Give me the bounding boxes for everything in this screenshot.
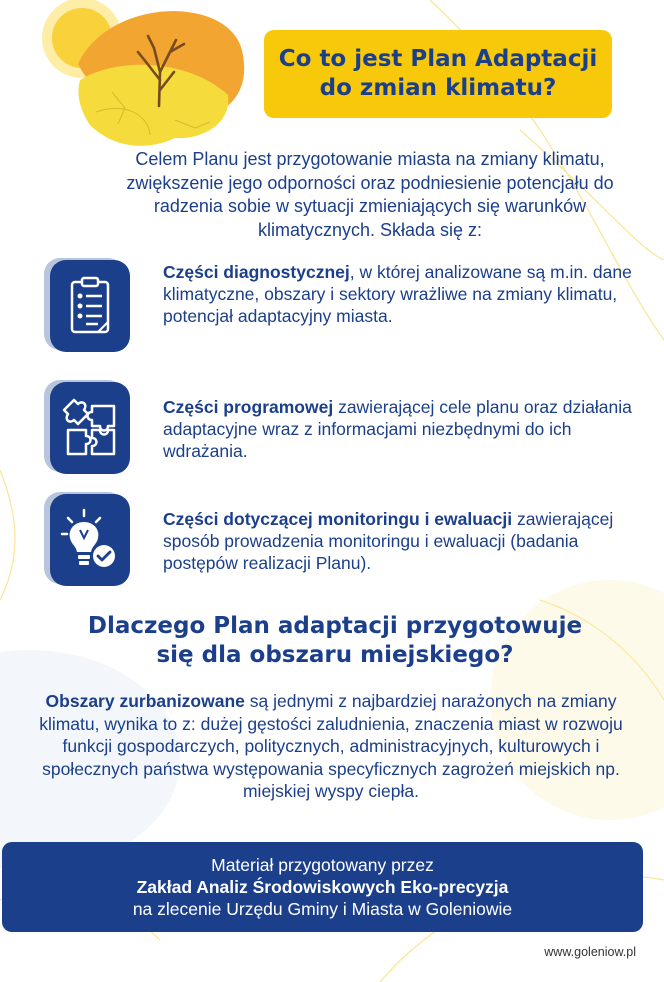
list-item-bold: Części programowej <box>163 397 334 417</box>
footer-banner <box>2 842 643 932</box>
intro-text: Celem Planu jest przygotowanie miasta na zmiany klimatu, zwiększenie jego odporności oraz podniesienie potencjału do radzenia sobie w sytuacji zmieniających się warunków klimatycznych. Składa się z: <box>126 149 614 240</box>
list-item-bold: Części dotyczącej monitoringu i ewaluacji <box>163 509 513 529</box>
icon-tile <box>44 380 132 476</box>
list-item-text <box>163 261 633 327</box>
section-paragraph-bold: Obszary zurbanizowane <box>45 691 245 711</box>
section-heading-line2: się dla obszaru miejskiego? <box>156 642 514 668</box>
page-title <box>279 45 597 103</box>
title-banner <box>264 30 612 118</box>
list-item-rest: , w której analizowane są m.in. dane klimatyczne, obszary i sektory wrażliwe na zmiany klimatu, potencjał adaptacyjny miasta. <box>163 262 632 326</box>
footer-line3: na zlecenie Urzędu Gminy i Miasta w Goleniowie <box>132 899 513 919</box>
drought-illustration <box>42 0 244 146</box>
puzzle-icon <box>58 396 122 460</box>
section-paragraph <box>18 690 644 803</box>
list-item-rest: zawierającej cele planu oraz działania adaptacyjne wraz z informacjami niezbędnymi do ich wdrażania. <box>163 397 632 461</box>
clipboard-icon <box>65 276 115 336</box>
list-item-rest: zawierającej sposób prowadzenia monitoringu i ewaluacji (badania postępów realizacji Planu). <box>163 509 614 573</box>
lightbulb-check-icon <box>60 508 120 572</box>
footer-line2: Zakład Analiz Środowiskowych Eko-precyzja <box>136 877 509 897</box>
list-item-text <box>163 396 633 462</box>
icon-tile <box>44 258 132 354</box>
page-title-line1: Co to jest Plan Adaptacji <box>278 46 598 72</box>
icon-tile <box>44 492 132 588</box>
list-item-bold: Części diagnostycznej <box>163 262 350 282</box>
website-url: www.goleniow.pl <box>544 945 636 959</box>
section-paragraph-rest: są jednymi z najbardziej narażonych na zmiany klimatu, wynika to z: dużej gęstości zaludnienia, znaczenia miast w rozwoju funkcji gospodarczych, politycznych, administracyjnych, kulturowych i społecznych państwa występowania specyficznych zagrożeń miejskich np. miejskiej wyspy ciepła. <box>39 691 623 802</box>
list-item-text <box>163 508 633 574</box>
footer-line1: Materiał przygotowany przez <box>211 855 434 875</box>
page-title-line2: do zmian klimatu? <box>319 75 557 101</box>
section-heading <box>30 612 640 670</box>
section-heading-line1: Dlaczego Plan adaptacji przygotowuje <box>87 613 583 639</box>
